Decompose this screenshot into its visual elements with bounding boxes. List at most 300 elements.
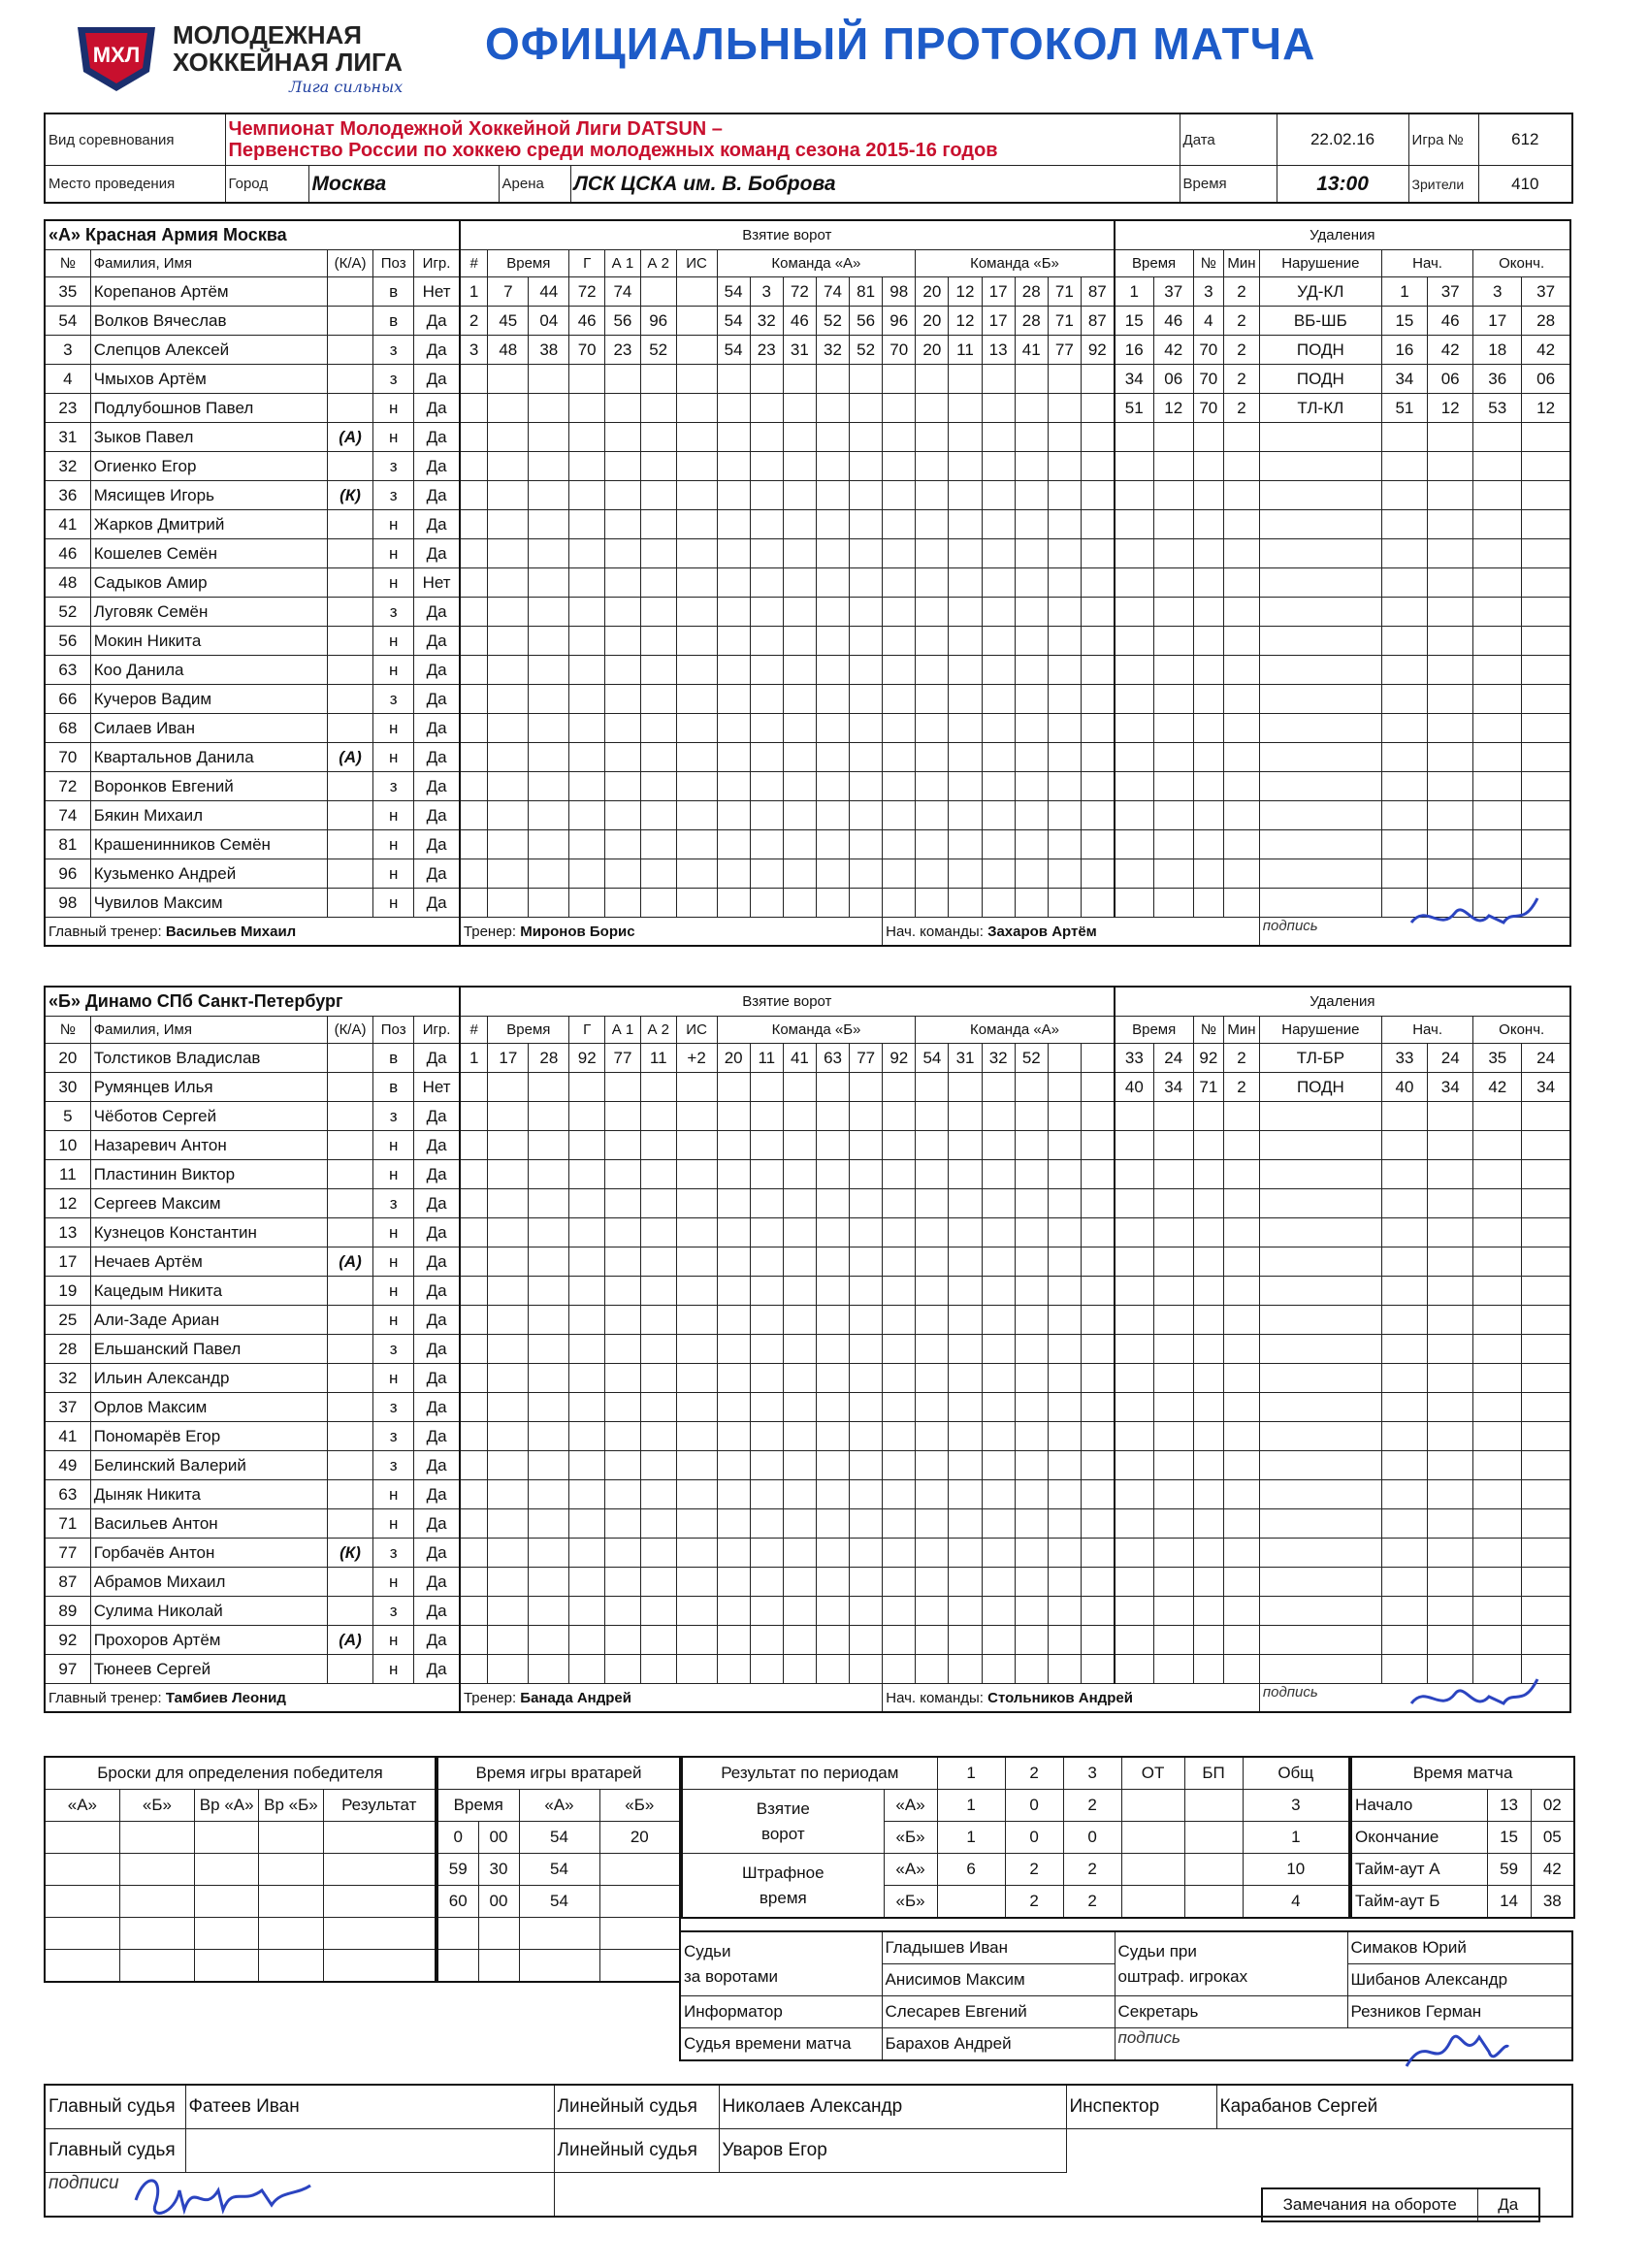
goal-opp-player: 12 xyxy=(949,307,982,336)
goal-own-player xyxy=(750,1160,783,1189)
player-position: з xyxy=(373,336,414,365)
goal-strength xyxy=(676,394,717,423)
goal-opp-player xyxy=(1081,1364,1114,1393)
team-b-col-g: Г xyxy=(569,1017,605,1044)
penalty-sec xyxy=(1153,423,1193,452)
penalty-infraction xyxy=(1259,1626,1381,1655)
penalty-infraction xyxy=(1259,627,1381,656)
penalty-player xyxy=(1193,452,1224,481)
goal-assist-1 xyxy=(605,1509,641,1539)
goal-own-player xyxy=(883,481,916,510)
player-name: Дыняк Никита xyxy=(90,1480,327,1509)
team-b-col-pen-time: Время xyxy=(1115,1017,1193,1044)
penalty-minutes xyxy=(1224,510,1260,539)
goal-opp-player xyxy=(1015,743,1048,772)
penalty-start-sec xyxy=(1428,1277,1473,1306)
goal-own-player xyxy=(717,1364,750,1393)
goal-opp-player xyxy=(982,1073,1015,1102)
penalty-player xyxy=(1193,1509,1224,1539)
penalty-end-sec xyxy=(1522,1160,1570,1189)
player-played: Да xyxy=(414,1044,460,1073)
goal-own-player xyxy=(783,1393,816,1422)
goal-assist-2: 52 xyxy=(640,336,676,365)
penalty-infraction xyxy=(1259,1597,1381,1626)
goal-assist-1 xyxy=(605,1306,641,1335)
goal-number xyxy=(460,1335,488,1364)
goal-scorer xyxy=(569,656,605,685)
penalty-sec: 06 xyxy=(1153,365,1193,394)
goal-own-player xyxy=(717,889,750,918)
pen-a-p1: 6 xyxy=(937,1854,1005,1886)
goal-scorer xyxy=(569,1102,605,1131)
goal-number xyxy=(460,830,488,859)
goal-opp-player xyxy=(1015,1509,1048,1539)
league-slogan: Лига сильных xyxy=(289,78,404,96)
team-a-team-title: «А» Красная Армия Москва xyxy=(45,220,460,250)
player-role xyxy=(327,889,372,918)
goal-own-player xyxy=(816,1422,849,1451)
player-position: н xyxy=(373,423,414,452)
goal-assist-2 xyxy=(640,510,676,539)
team-b-col-own-team: Команда «Б» xyxy=(717,1017,916,1044)
goal-opp-player xyxy=(916,1451,949,1480)
goal-sec: 44 xyxy=(529,277,569,307)
team-b-player-row xyxy=(45,1131,1570,1160)
player-name: Белинский Валерий xyxy=(90,1451,327,1480)
goal-opp-player xyxy=(1015,1568,1048,1597)
player-position: з xyxy=(373,685,414,714)
team-a-col-goal-time: Время xyxy=(488,250,569,277)
penalty-player xyxy=(1193,1247,1224,1277)
goal-scorer xyxy=(569,772,605,801)
penalty-sec xyxy=(1153,1422,1193,1451)
goal-min xyxy=(488,859,529,889)
competition-line1: Чемпионат Молодежной Хоккейной Лиги DATSUN – xyxy=(228,118,723,140)
penalty-infraction xyxy=(1259,1422,1381,1451)
team-b-player-row xyxy=(45,1480,1570,1509)
goal-opp-player xyxy=(1081,685,1114,714)
goal-min xyxy=(488,394,529,423)
penalty-minutes xyxy=(1224,714,1260,743)
goal-opp-player xyxy=(949,859,982,889)
goal-opp-player xyxy=(1015,539,1048,568)
team-a-signature-label: подпись xyxy=(1259,918,1570,947)
goal-own-player xyxy=(717,1539,750,1568)
penalty-player xyxy=(1193,685,1224,714)
player-name: Чувилов Максим xyxy=(90,889,327,918)
penalty-start-min: 34 xyxy=(1381,365,1427,394)
penalty-start-sec xyxy=(1428,1509,1473,1539)
goal-opp-player xyxy=(1048,859,1081,889)
goal-opp-player xyxy=(1081,889,1114,918)
goal-assist-2 xyxy=(640,1073,676,1102)
goal-own-player xyxy=(816,801,849,830)
penalty-start-sec xyxy=(1428,1306,1473,1335)
goal-opp-player xyxy=(1081,1422,1114,1451)
goal-opp-player xyxy=(949,1335,982,1364)
goalie-row-b: 20 xyxy=(599,1822,680,1854)
goal-own-player xyxy=(717,598,750,627)
player-name: Кузьменко Андрей xyxy=(90,859,327,889)
player-name: Орлов Максим xyxy=(90,1393,327,1422)
goal-own-player xyxy=(783,656,816,685)
player-role xyxy=(327,539,372,568)
goal-own-player xyxy=(750,365,783,394)
remarks-value: Да xyxy=(1477,2188,1539,2221)
goal-own-player xyxy=(816,1335,849,1364)
goal-min xyxy=(488,1655,529,1684)
head-ref-label: Главный судья xyxy=(45,2085,185,2129)
goal-sec xyxy=(529,1073,569,1102)
goal-opp-player: 92 xyxy=(1081,336,1114,365)
goal-opp-player xyxy=(1015,510,1048,539)
penalty-min xyxy=(1115,1306,1154,1335)
team-a-player-row xyxy=(45,598,1570,627)
goal-opp-player xyxy=(1048,568,1081,598)
goal-own-player xyxy=(750,1189,783,1218)
player-number: 81 xyxy=(45,830,90,859)
player-name: Бякин Михаил xyxy=(90,801,327,830)
penalty-player xyxy=(1193,772,1224,801)
goal-own-player xyxy=(783,1655,816,1684)
goal-opp-player: 87 xyxy=(1081,277,1114,307)
goal-own-player: 92 xyxy=(883,1044,916,1073)
penalty-min: 51 xyxy=(1115,394,1154,423)
goal-own-player xyxy=(816,1655,849,1684)
player-played: Да xyxy=(414,307,460,336)
goal-assist-1 xyxy=(605,568,641,598)
signatures-label: подписи xyxy=(45,2173,185,2218)
arena-value: ЛСК ЦСКА им. В. Боброва xyxy=(570,166,1180,204)
player-name: Волков Вячеслав xyxy=(90,307,327,336)
team-a-col-a1: А 1 xyxy=(605,250,641,277)
penalty-min xyxy=(1115,1335,1154,1364)
goal-assist-2 xyxy=(640,539,676,568)
goal-assist-2 xyxy=(640,1364,676,1393)
penalty-player: 92 xyxy=(1193,1044,1224,1073)
penalty-start-sec xyxy=(1428,1335,1473,1364)
goal-own-player xyxy=(750,772,783,801)
goal-opp-player xyxy=(1015,1073,1048,1102)
penalty-minutes xyxy=(1224,1189,1260,1218)
penalty-start-min: 33 xyxy=(1381,1044,1427,1073)
goal-opp-player xyxy=(916,365,949,394)
goal-opp-player xyxy=(1015,627,1048,656)
penalty-min xyxy=(1115,1277,1154,1306)
goal-min xyxy=(488,1306,529,1335)
goal-opp-player xyxy=(916,1626,949,1655)
goal-opp-player xyxy=(982,423,1015,452)
match-start-min: 02 xyxy=(1531,1790,1574,1822)
goal-opp-player xyxy=(1048,1597,1081,1626)
goal-sec xyxy=(529,1480,569,1509)
penalty-start-sec xyxy=(1428,539,1473,568)
goal-own-player: 20 xyxy=(717,1044,750,1073)
penalty-start-min xyxy=(1381,1306,1427,1335)
goal-opp-player xyxy=(982,743,1015,772)
player-role xyxy=(327,1655,372,1684)
penalty-start-min xyxy=(1381,685,1427,714)
goal-assist-1 xyxy=(605,1160,641,1189)
goal-sec xyxy=(529,1393,569,1422)
penalty-start-sec xyxy=(1428,743,1473,772)
player-role xyxy=(327,568,372,598)
goal-opp-player xyxy=(982,539,1015,568)
goal-scorer xyxy=(569,1509,605,1539)
goal-own-player xyxy=(816,1160,849,1189)
player-name: Ельшанский Павел xyxy=(90,1335,327,1364)
penalty-judges-label xyxy=(1115,1931,1347,1996)
goal-assist-2 xyxy=(640,859,676,889)
player-name: Толстиков Владислав xyxy=(90,1044,327,1073)
goal-own-player xyxy=(717,1306,750,1335)
penalty-minutes xyxy=(1224,568,1260,598)
penalty-end-sec xyxy=(1522,1306,1570,1335)
goal-opp-player xyxy=(1048,1364,1081,1393)
player-played: Да xyxy=(414,656,460,685)
penalty-end-sec xyxy=(1522,1451,1570,1480)
pen-a-total: 10 xyxy=(1243,1854,1349,1886)
goal-opp-player xyxy=(1081,714,1114,743)
goal-strength xyxy=(676,772,717,801)
penalty-start-sec xyxy=(1428,1218,1473,1247)
penalty-minutes xyxy=(1224,481,1260,510)
goal-number: 3 xyxy=(460,336,488,365)
penalty-end-min xyxy=(1473,1131,1522,1160)
goal-opp-player xyxy=(1081,1509,1114,1539)
goal-own-player xyxy=(717,1073,750,1102)
goal-min xyxy=(488,714,529,743)
goal-judges-label xyxy=(680,1931,882,1996)
penalty-infraction xyxy=(1259,452,1381,481)
goal-own-player xyxy=(750,510,783,539)
goal-min xyxy=(488,1131,529,1160)
player-role xyxy=(327,859,372,889)
penalty-minutes: 2 xyxy=(1224,307,1260,336)
player-played: Да xyxy=(414,452,460,481)
goal-number xyxy=(460,1160,488,1189)
penalty-end-sec xyxy=(1522,859,1570,889)
goal-own-player xyxy=(783,627,816,656)
penalty-start-min xyxy=(1381,1539,1427,1568)
competition-line2: Первенство России по хоккею среди молодежных команд сезона 2015-16 годов xyxy=(228,140,998,161)
penalty-start-min: 40 xyxy=(1381,1073,1427,1102)
player-number: 4 xyxy=(45,365,90,394)
player-role xyxy=(327,772,372,801)
goal-own-player xyxy=(717,830,750,859)
goal-own-player xyxy=(717,656,750,685)
goal-scorer: 92 xyxy=(569,1044,605,1073)
match-end-hour: 15 xyxy=(1487,1822,1531,1854)
penalty-row-label-1: Штрафное xyxy=(742,1863,824,1882)
player-played: Да xyxy=(414,1189,460,1218)
team-b-player-row xyxy=(45,1044,1570,1073)
team-b-player-row xyxy=(45,1247,1570,1277)
player-number: 10 xyxy=(45,1131,90,1160)
player-played: Да xyxy=(414,1480,460,1509)
penalty-infraction: ТЛ-КЛ xyxy=(1259,394,1381,423)
player-number: 63 xyxy=(45,656,90,685)
goal-strength xyxy=(676,481,717,510)
goal-opp-player xyxy=(916,481,949,510)
goal-number xyxy=(460,1306,488,1335)
goal-own-player xyxy=(750,423,783,452)
penalty-infraction xyxy=(1259,1451,1381,1480)
penalty-end-sec xyxy=(1522,539,1570,568)
penalty-minutes xyxy=(1224,859,1260,889)
goal-strength xyxy=(676,830,717,859)
goal-opp-player xyxy=(949,1568,982,1597)
goal-scorer xyxy=(569,830,605,859)
penalty-end-min xyxy=(1473,1102,1522,1131)
team-a-player-row xyxy=(45,510,1570,539)
goal-own-player xyxy=(717,1480,750,1509)
goal-opp-player xyxy=(1048,481,1081,510)
goal-assist-2 xyxy=(640,1422,676,1451)
penalty-sec xyxy=(1153,1393,1193,1422)
goal-own-player xyxy=(850,1626,883,1655)
penalty-start-min xyxy=(1381,1335,1427,1364)
goal-own-player xyxy=(816,1597,849,1626)
player-number: 30 xyxy=(45,1073,90,1102)
player-role xyxy=(327,1160,372,1189)
goal-own-player xyxy=(717,859,750,889)
player-position: з xyxy=(373,481,414,510)
team-a-player-row xyxy=(45,830,1570,859)
goal-opp-player xyxy=(1048,1102,1081,1131)
goal-own-player xyxy=(883,510,916,539)
goal-opp-player xyxy=(982,510,1015,539)
player-role xyxy=(327,1568,372,1597)
penalty-minutes xyxy=(1224,1422,1260,1451)
goal-own-player xyxy=(783,1480,816,1509)
penalty-minutes xyxy=(1224,772,1260,801)
coach-label: Тренер: xyxy=(463,1689,517,1706)
team-b-player-row xyxy=(45,1335,1570,1364)
penalty-end-sec: 28 xyxy=(1522,307,1570,336)
goal-opp-player xyxy=(1048,365,1081,394)
goal-opp-player xyxy=(982,1306,1015,1335)
penalty-min xyxy=(1115,1189,1154,1218)
player-number: 35 xyxy=(45,277,90,307)
team-b-player-row xyxy=(45,1218,1570,1247)
goal-opp-player xyxy=(1081,1277,1114,1306)
goal-own-player xyxy=(816,889,849,918)
player-role xyxy=(327,598,372,627)
goal-opp-player xyxy=(1015,1393,1048,1422)
player-number: 89 xyxy=(45,1597,90,1626)
goal-own-player xyxy=(717,714,750,743)
goal-own-player xyxy=(883,1393,916,1422)
goal-assist-2 xyxy=(640,1218,676,1247)
goal-own-player xyxy=(883,1655,916,1684)
goal-opp-player xyxy=(1048,1073,1081,1102)
penalty-end-min xyxy=(1473,1451,1522,1480)
goal-number xyxy=(460,627,488,656)
goal-opp-player xyxy=(916,830,949,859)
penalty-start-min xyxy=(1381,1451,1427,1480)
penalty-infraction xyxy=(1259,1393,1381,1422)
goal-opp-player: 12 xyxy=(949,277,982,307)
goal-scorer xyxy=(569,423,605,452)
team-a-player-row xyxy=(45,423,1570,452)
goal-sec xyxy=(529,685,569,714)
penalty-infraction xyxy=(1259,1655,1381,1684)
goal-opp-player xyxy=(1081,1247,1114,1277)
penalty-player xyxy=(1193,1597,1224,1626)
goal-opp-player xyxy=(916,394,949,423)
goal-assist-1 xyxy=(605,1218,641,1247)
city-label: Город xyxy=(225,166,308,204)
goal-opp-player xyxy=(949,568,982,598)
goal-sec xyxy=(529,1568,569,1597)
goal-assist-1 xyxy=(605,714,641,743)
goals-b-ot xyxy=(1121,1822,1184,1854)
player-number: 36 xyxy=(45,481,90,510)
goal-sec xyxy=(529,743,569,772)
goal-min xyxy=(488,1073,529,1102)
penalty-start-sec xyxy=(1428,1422,1473,1451)
goal-sec xyxy=(529,1597,569,1626)
player-position: н xyxy=(373,714,414,743)
goal-strength xyxy=(676,743,717,772)
goal-opp-player xyxy=(1081,365,1114,394)
goalie-col-b: «Б» xyxy=(599,1790,680,1822)
player-number: 25 xyxy=(45,1306,90,1335)
goal-own-player xyxy=(717,1189,750,1218)
penalty-minutes xyxy=(1224,1451,1260,1480)
penalty-infraction: ПОДН xyxy=(1259,1073,1381,1102)
goal-own-player xyxy=(750,1655,783,1684)
goal-min: 7 xyxy=(488,277,529,307)
team-b-col-is: ИС xyxy=(676,1017,717,1044)
penalty-sec: 34 xyxy=(1153,1073,1193,1102)
penalty-start-min xyxy=(1381,1131,1427,1160)
goal-opp-player xyxy=(1048,1509,1081,1539)
goalie-row-sec: 00 xyxy=(478,1822,519,1854)
goal-own-player xyxy=(783,1568,816,1597)
goal-opp-player xyxy=(949,889,982,918)
goal-opp-player xyxy=(916,1539,949,1568)
goal-opp-player xyxy=(949,1539,982,1568)
player-name: Чёботов Сергей xyxy=(90,1102,327,1131)
goal-own-player xyxy=(850,423,883,452)
player-role xyxy=(327,336,372,365)
team-b-player-row xyxy=(45,1073,1570,1102)
goal-opp-player xyxy=(1015,656,1048,685)
goal-scorer: 46 xyxy=(569,307,605,336)
match-time-title: Время матча xyxy=(1351,1757,1574,1790)
goal-own-player: 54 xyxy=(717,307,750,336)
penalty-end-sec xyxy=(1522,481,1570,510)
penalty-infraction xyxy=(1259,1568,1381,1597)
goal-own-player xyxy=(816,1364,849,1393)
goals-a-p1: 1 xyxy=(937,1790,1005,1822)
player-name: Сергеев Максим xyxy=(90,1189,327,1218)
goal-own-player xyxy=(883,423,916,452)
goal-opp-player xyxy=(1081,423,1114,452)
goal-opp-player xyxy=(1048,685,1081,714)
goal-number xyxy=(460,889,488,918)
informer-name: Слесарев Евгений xyxy=(882,1996,1115,2028)
goal-sec xyxy=(529,481,569,510)
goalie-row-b xyxy=(599,1854,680,1886)
goal-opp-player xyxy=(1015,1364,1048,1393)
player-played: Да xyxy=(414,801,460,830)
goal-scorer xyxy=(569,1568,605,1597)
player-played: Да xyxy=(414,627,460,656)
goal-opp-player xyxy=(1048,598,1081,627)
